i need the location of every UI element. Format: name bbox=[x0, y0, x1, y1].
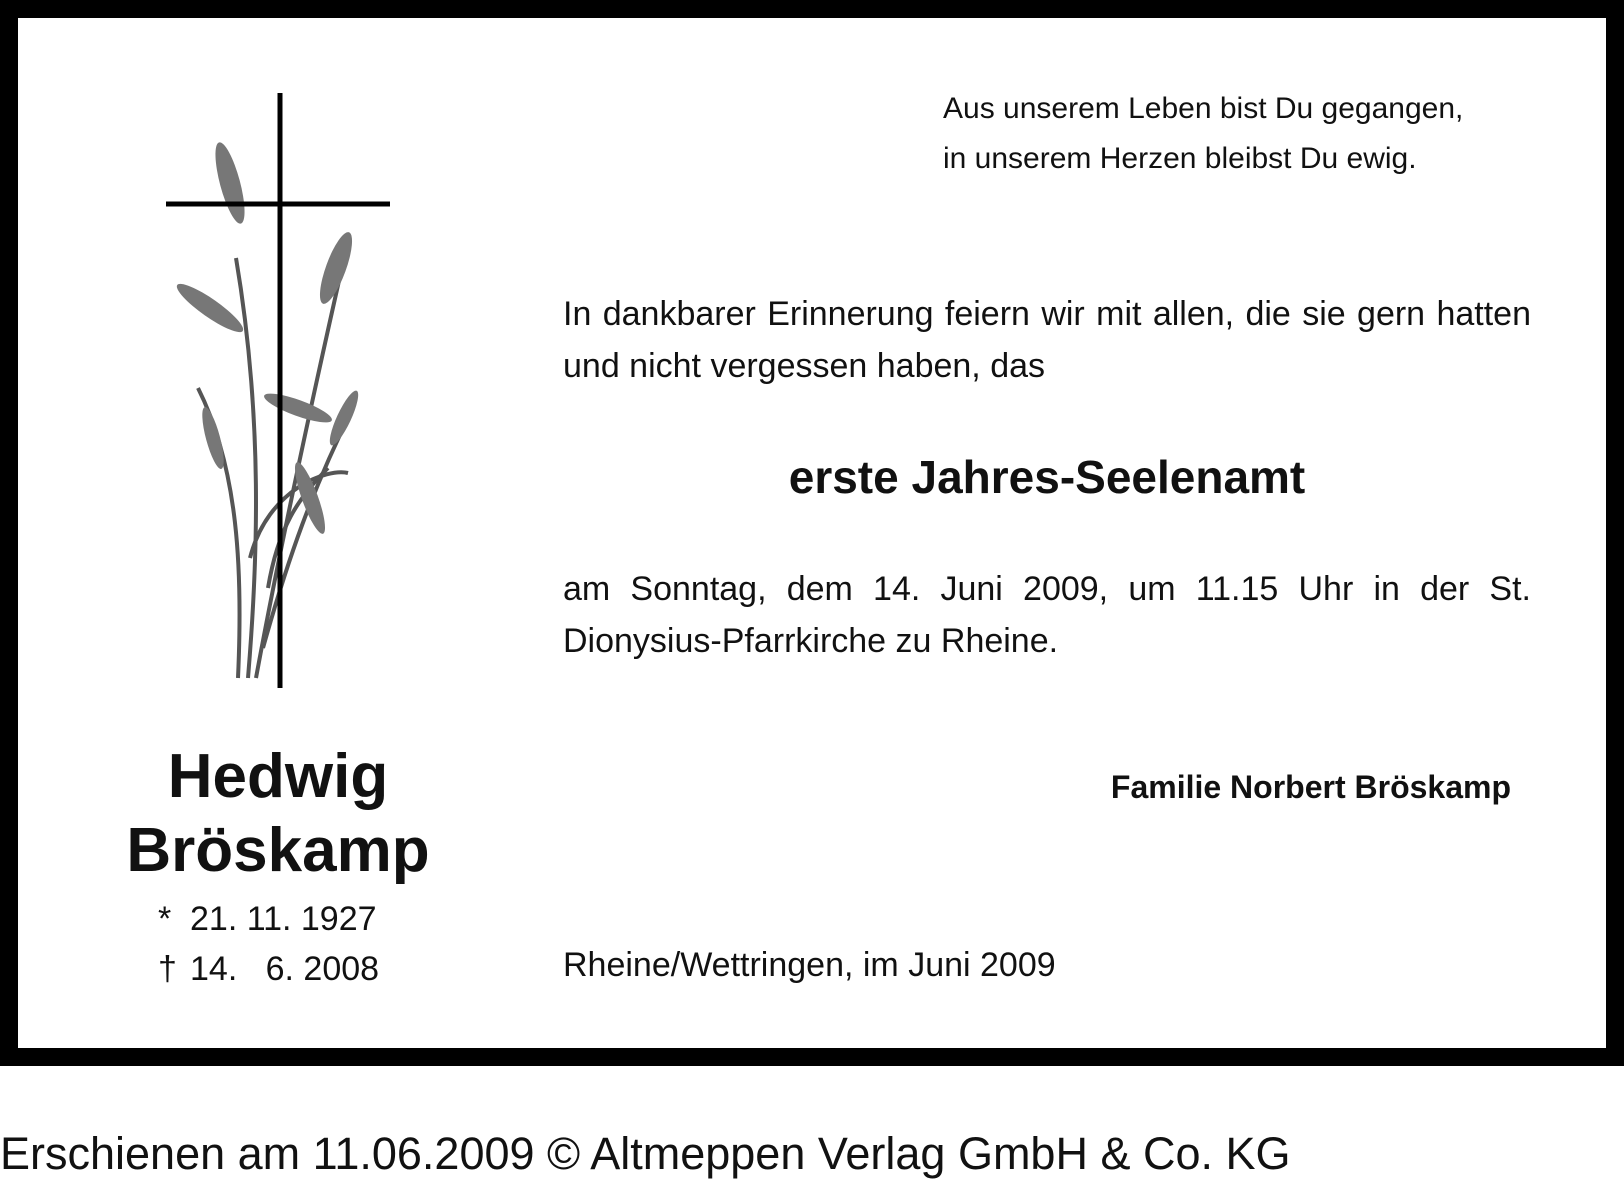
death-symbol: † bbox=[158, 950, 177, 988]
service-details: am Sonntag, dem 14. Juni 2009, um 11.15 Uhr in der St. Dionysius-Pfarrkirche zu Rheine. bbox=[563, 570, 1531, 660]
birth-symbol: * bbox=[158, 900, 172, 938]
headline: erste Jahres-Seelenamt bbox=[788, 451, 1306, 503]
death-date: 14. 6. 2008 bbox=[190, 950, 380, 988]
death-date-line bbox=[158, 950, 379, 989]
cross-with-wheat-icon bbox=[138, 88, 438, 698]
deceased-first-name: Hedwig bbox=[167, 742, 389, 811]
birth-date: 21. 11. 1927 bbox=[190, 900, 377, 938]
birth-date-line bbox=[158, 900, 377, 939]
motto-line-2: in unserem Herzen bleibst Du ewig. bbox=[943, 142, 1417, 175]
place-date: Rheine/Wettringen, im Juni 2009 bbox=[563, 946, 1056, 984]
intro-text: In dankbarer Erinnerung feiern wir mit allen, die sie gern hatten und nicht vergessen haben, das bbox=[563, 295, 1531, 385]
deceased-last-name: Bröskamp bbox=[126, 816, 430, 885]
publication-footer: Erschienen am 11.06.2009 © Altmeppen Verlag GmbH & Co. KG bbox=[0, 1128, 1291, 1179]
signature: Familie Norbert Bröskamp bbox=[1110, 769, 1511, 805]
motto-line-1: Aus unserem Leben bist Du gegangen, bbox=[943, 92, 1464, 125]
